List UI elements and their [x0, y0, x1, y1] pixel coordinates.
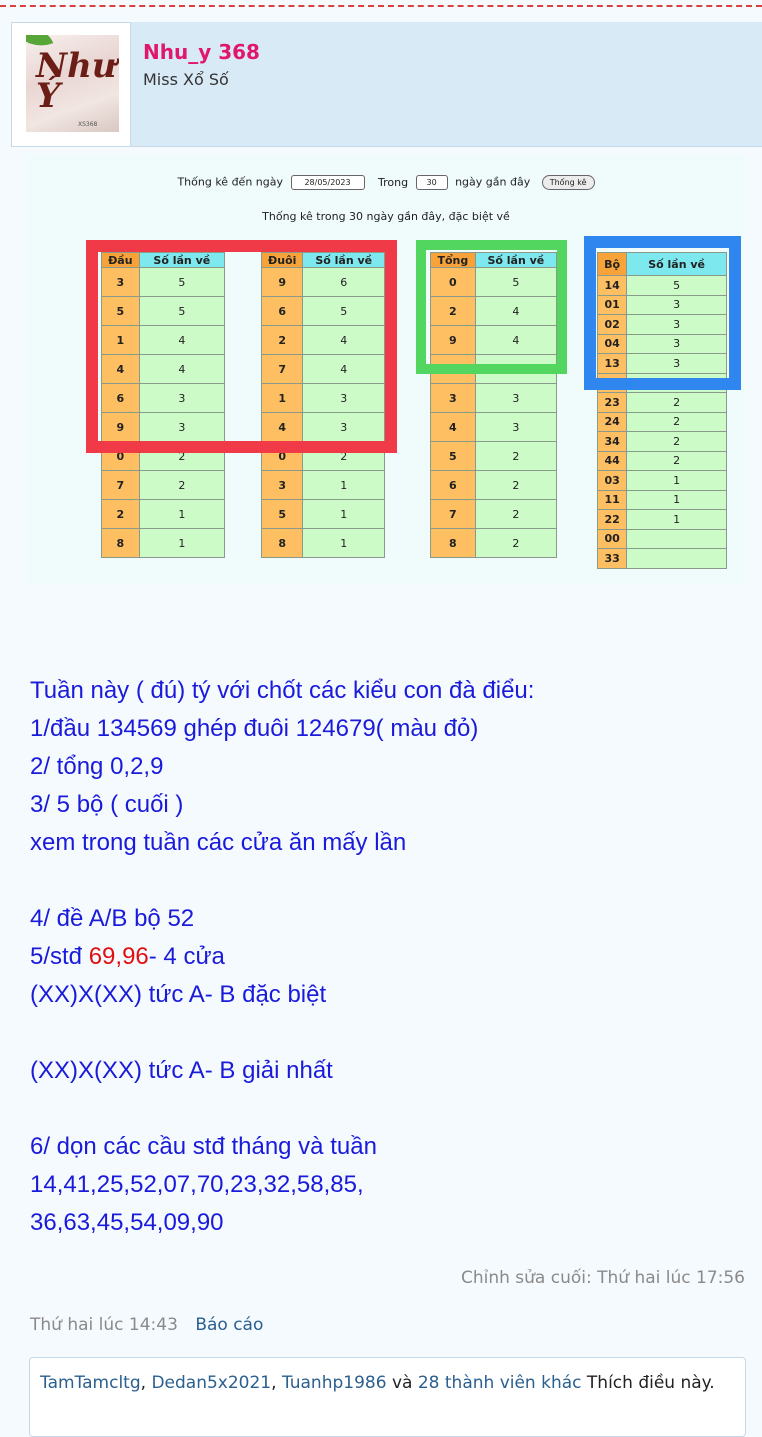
table-cell-count: 4 [475, 297, 556, 326]
post-line: 3/ 5 bộ ( cuối ) [30, 791, 184, 818]
table-cell-count: 1 [627, 471, 727, 491]
table-cell-key: 01 [598, 295, 627, 315]
username-link[interactable]: Nhu_y 368 [143, 40, 260, 64]
table-cell-count: 2 [627, 373, 727, 393]
table-row [598, 529, 727, 549]
post-line: 36,63,45,54,09,90 [30, 1209, 224, 1236]
table-cell-count: 6 [303, 268, 385, 297]
table-cell-key: 4 [102, 355, 140, 384]
avatar[interactable] [26, 35, 119, 132]
table-cell-count: 3 [627, 354, 727, 374]
stats-image [27, 155, 745, 583]
table-cell-key: 9 [102, 413, 140, 442]
post-line: Tuần này ( đú) tý với chốt các kiểu con đà điểu: [30, 677, 535, 704]
avatar-tag: XS368 [78, 121, 98, 128]
table-cell-count: 1 [139, 500, 224, 529]
stats-form [27, 175, 745, 190]
table-row [598, 451, 727, 471]
table-cell-key: 8 [262, 529, 303, 558]
green-highlight-frame [416, 240, 567, 374]
table-cell-count: 5 [475, 268, 556, 297]
table-row [431, 529, 557, 558]
table-cell-key: 7 [102, 471, 140, 500]
user-title: Miss Xổ Số [143, 70, 229, 89]
table-cell-key: 2 [262, 326, 303, 355]
table-cell-count: 2 [475, 500, 556, 529]
days-input[interactable]: 30 [416, 175, 448, 190]
table-cell-key: 9 [262, 268, 303, 297]
table-row [598, 393, 727, 413]
table-cell-key: 04 [598, 334, 627, 354]
table-cell-key: 3 [102, 268, 140, 297]
table-cell-key: 0 [102, 442, 140, 471]
report-link[interactable]: Báo cáo [195, 1315, 264, 1335]
table-cell-key: 0 [262, 442, 303, 471]
table-row [102, 529, 225, 558]
table-header: Số lần về [139, 253, 224, 268]
table-cell-count: 1 [303, 500, 385, 529]
table-cell-count: 5 [303, 297, 385, 326]
table-cell-key: 33 [598, 549, 627, 569]
table-cell-key: 3 [262, 471, 303, 500]
table-cell-key: 11 [598, 490, 627, 510]
table-cell-count: 3 [139, 413, 224, 442]
table-row [598, 510, 727, 530]
edit-note: Chỉnh sửa cuối: Thứ hai lúc 17:56 [460, 1268, 745, 1288]
table-cell-count: 4 [139, 355, 224, 384]
table-row [262, 471, 385, 500]
stats-subtitle: Thống kê trong 30 ngày gần đây, đặc biệt về [262, 210, 510, 223]
label-to-date: Thống kê đến ngày [177, 175, 283, 189]
label-recent-days: ngày gần đây [455, 175, 531, 189]
table-cell-count: 4 [139, 326, 224, 355]
table-cell-count: 5 [139, 297, 224, 326]
table-cell-count: 4 [303, 355, 385, 384]
table-row [431, 442, 557, 471]
table-cell-count: 3 [627, 334, 727, 354]
table-row [598, 412, 727, 432]
post-line: 1/đầu 134569 ghép đuôi 124679( màu đỏ) [30, 715, 479, 742]
table-cell-count: 3 [139, 384, 224, 413]
table-cell-key: 03 [598, 471, 627, 491]
table-cell-count: 2 [627, 432, 727, 452]
like-user-link[interactable]: Tuanhp1986 [281, 1373, 387, 1393]
table-header: Số lần về [627, 253, 727, 276]
table-row [598, 490, 727, 510]
table-cell-count: 5 [627, 276, 727, 296]
table-cell-key: 9 [431, 326, 476, 355]
table-cell-key: 12 [598, 373, 627, 393]
table-header: Số lần về [475, 253, 556, 268]
table-cell-count: 1 [627, 490, 727, 510]
post-line: xem trong tuần các cửa ăn mấy lần [30, 829, 407, 856]
likes-and: và [391, 1373, 413, 1393]
post-meta [30, 1315, 263, 1335]
table-row [102, 500, 225, 529]
post-line: 14,41,25,52,07,70,23,32,58,85, [30, 1171, 364, 1198]
table-cell-count: 2 [303, 442, 385, 471]
post-body [30, 672, 750, 1242]
table-cell-key: 0 [431, 268, 476, 297]
table-cell-key: 5 [262, 500, 303, 529]
table-cell-count: 4 [475, 326, 556, 355]
post-line-std: 5/stđ 69,96- 4 cửa [30, 943, 225, 970]
red-numbers: 69,96 [88, 943, 149, 970]
table-row [262, 529, 385, 558]
table-cell-count: 1 [139, 529, 224, 558]
table-cell-key: 1 [102, 326, 140, 355]
like-user-link[interactable]: TamTamcltg [40, 1373, 141, 1393]
table-row [262, 500, 385, 529]
avatar-frame[interactable] [11, 22, 131, 147]
table-cell-count: 3 [475, 355, 556, 384]
table-cell-key: 23 [598, 393, 627, 413]
table-row [598, 471, 727, 491]
likes-box: TamTamcltg, Dedan5x2021, Tuanhp1986 và 28 thành viên khác Thích điều này. [29, 1357, 746, 1437]
table-cell-count: 3 [627, 315, 727, 335]
table-cell-key: 44 [598, 451, 627, 471]
red-highlight-frame [86, 240, 397, 453]
post-line: (XX)X(XX) tức A- B đặc biệt [30, 981, 327, 1008]
post-line [30, 1014, 750, 1052]
table-cell-key: 02 [598, 315, 627, 335]
table-header: Tổng [431, 253, 476, 268]
table-cell-key: 4 [431, 413, 476, 442]
post-line: (XX)X(XX) tức A- B giải nhất [30, 1057, 333, 1084]
post-author-block [11, 22, 762, 147]
table-cell-key: 14 [598, 276, 627, 296]
table-cell-key: 8 [431, 529, 476, 558]
table-cell-key: 2 [102, 500, 140, 529]
table-row [431, 471, 557, 500]
top-divider [0, 5, 762, 7]
table-cell-count: 3 [303, 384, 385, 413]
table-cell-key: 3 [431, 384, 476, 413]
table-row [598, 549, 727, 569]
table-cell-key: 34 [598, 432, 627, 452]
table-cell-count [627, 529, 727, 549]
table-cell-count: 3 [475, 384, 556, 413]
table-cell-count: 4 [303, 326, 385, 355]
table-cell-key: 6 [431, 471, 476, 500]
table-cell-key: 00 [598, 529, 627, 549]
table-cell-key: 6 [102, 384, 140, 413]
table-cell-key: 5 [431, 442, 476, 471]
table-cell-key: 1 [262, 384, 303, 413]
table-cell-count: 3 [475, 413, 556, 442]
table-row [102, 471, 225, 500]
table-row [598, 432, 727, 452]
date-input[interactable]: 28/05/2023 [291, 175, 365, 190]
table-cell-count: 3 [627, 295, 727, 315]
table-cell-key: 5 [102, 297, 140, 326]
blue-highlight-frame [584, 236, 741, 390]
table-cell-count: 1 [303, 471, 385, 500]
table-cell-key: 2 [431, 297, 476, 326]
table-header: Đuôi [262, 253, 303, 268]
table-cell-key: 13 [598, 354, 627, 374]
table-header: Đầu [102, 253, 140, 268]
post-line: 6/ dọn các cầu stđ tháng và tuần [30, 1133, 377, 1160]
table-header: Bộ [598, 253, 627, 276]
table-cell-count: 3 [303, 413, 385, 442]
table-cell-count: 2 [475, 529, 556, 558]
table-row [431, 384, 557, 413]
post-line [30, 1090, 750, 1128]
label-within: Trong [378, 175, 409, 189]
table-cell-count: 2 [475, 442, 556, 471]
table-cell-key: 24 [598, 412, 627, 432]
table-cell-count [627, 549, 727, 569]
table-cell-key: 22 [598, 510, 627, 530]
table-cell-key: 4 [262, 413, 303, 442]
avatar-script-text: Như Ý [36, 46, 117, 116]
table-row [431, 500, 557, 529]
likes-others-link[interactable]: 28 thành viên khác [417, 1373, 582, 1393]
table-cell-key: 7 [262, 355, 303, 384]
post-line: 4/ đề A/B bộ 52 [30, 905, 195, 932]
table-cell-count: 1 [303, 529, 385, 558]
post-time-link[interactable]: Thứ hai lúc 14:43 [30, 1315, 178, 1335]
table-cell-count: 1 [627, 510, 727, 530]
table-cell-count: 2 [139, 471, 224, 500]
table-cell-key: 7 [431, 500, 476, 529]
table-row [431, 413, 557, 442]
table-cell-key: 8 [102, 529, 140, 558]
table-cell-count: 5 [139, 268, 224, 297]
table-cell-count: 2 [475, 471, 556, 500]
table-cell-count: 2 [139, 442, 224, 471]
stats-button[interactable]: Thống kê [542, 175, 595, 190]
table-cell-count: 2 [627, 451, 727, 471]
likes-suffix: Thích điều này. [586, 1373, 715, 1393]
table-cell-count: 2 [627, 393, 727, 413]
table-header: Số lần về [303, 253, 385, 268]
table-cell-count: 2 [627, 412, 727, 432]
table-cell-key: 1 [431, 355, 476, 384]
post-line [30, 862, 750, 900]
post-line: 2/ tổng 0,2,9 [30, 753, 164, 780]
table-cell-key: 6 [262, 297, 303, 326]
like-user-link[interactable]: Dedan5x2021 [151, 1373, 272, 1393]
